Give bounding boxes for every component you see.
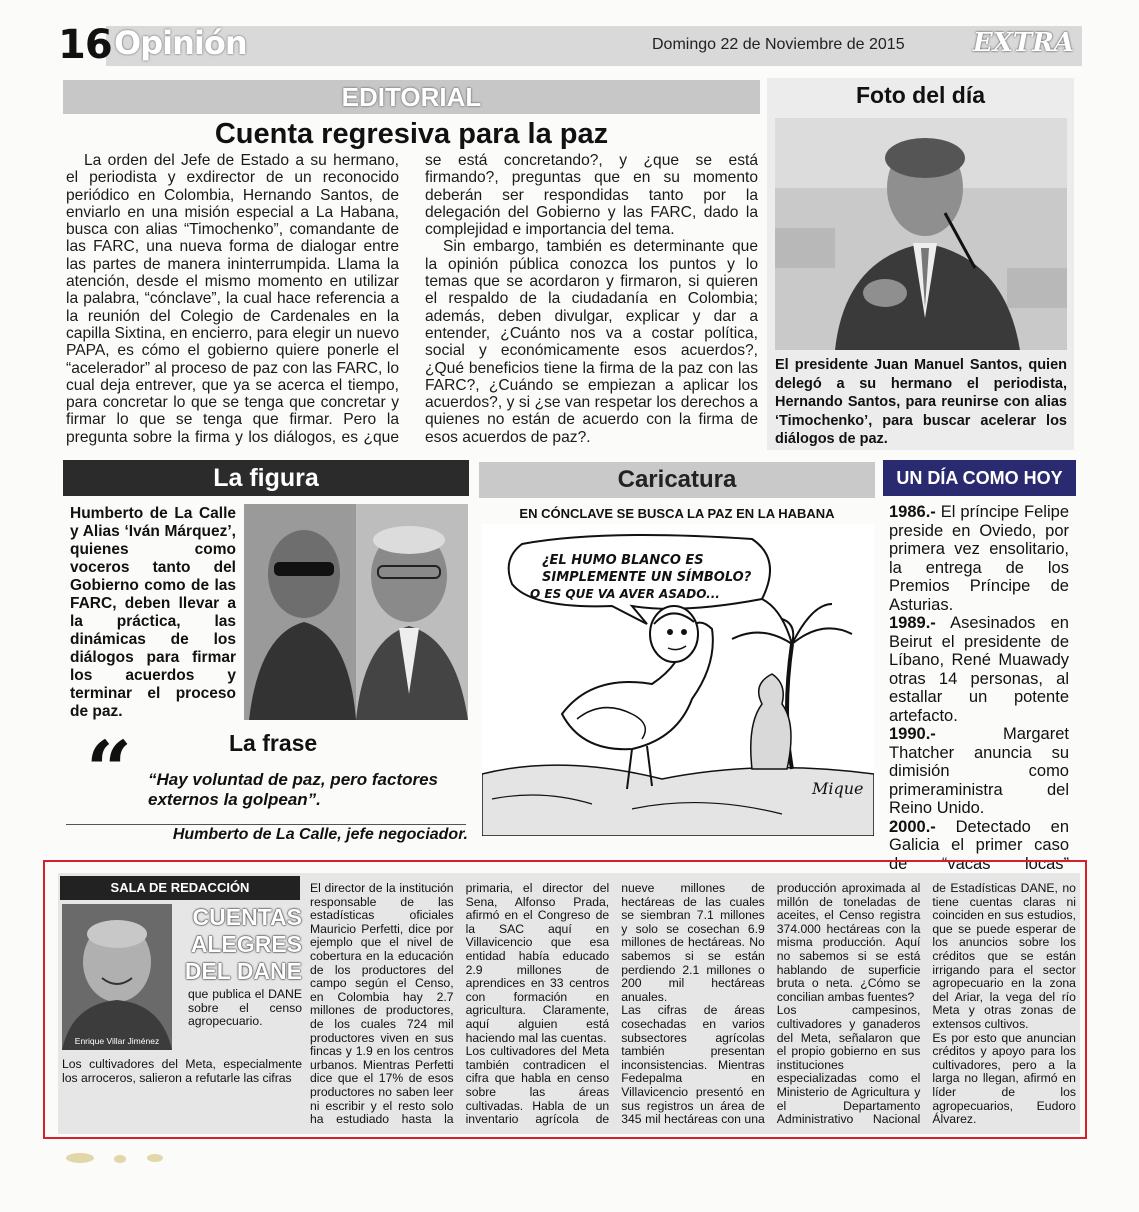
frase-author: Humberto de La Calle, jefe negociador.: [172, 826, 468, 843]
caricature-drawing: [482, 524, 874, 836]
hoy-text: Margaret Thatcher anuncia su dimisión como primeraministra del Reino Unido.: [889, 725, 1069, 817]
frase-title: La frase: [229, 730, 318, 756]
sala-paragraph: Los campesinos, cultivadores y ganaderos del Meta, señalaron que el propio gobierno en sus instituciones especializadas como el Ministerio de Agricultura y el Departamento Administrativo Nacional de Estadísticas DANE, no tiene cuentas claras ni coinciden en sus estudios, que se puede esperar de los anuncios sobre los créditos que se están irrigando para el sector agropecuario en la zona del Ariar, la vega del río Meta y otras zonas de extensos cultivos.: [776, 881, 1076, 1127]
page-header: [58, 20, 1082, 68]
editorial-paragraph: La orden del Jefe de Estado a su hermano, el periodista y exdirector de un reconocido periódico en Colombia, Hernando Santos, de enviarlo en una misión especial a La Habana, busca con alias “Timochenko”, comandante de las FARC, una nueva forma de dialogar entre las partes de manera ininterrumpida. Llama la atención, desde el mismo momento en utilizar la palabra, “cónclave”, la cual hace referencia a la reunión del Colegio de Cardenales en la capilla Sixtina, en encierro, para elegir un nuevo PAPA, es cómo el gobierno quiere ponerle el “acelerador” al proceso de paz con las FARC, lo cual deja entrever, que ya se acerca el tiempo, para concretar lo que se tenga que concretar y firmar lo que se tenga que firmar. Pero la pregunta sobre la firma y los diálogos, es ¿que se está concretando?, y ¿que se está firmando?, preguntas que en su momento deberán ser respondidas tanto por la delegación del Gobierno y las FARC, dado la complejidad e importancia del tema.: [66, 152, 758, 446]
sala-first-column: Los cultivadores del Meta, especialmente los arroceros, salieron a refutarle las cifras: [62, 1057, 302, 1085]
photo-of-day-panel: [767, 78, 1074, 450]
quote-icon: “: [86, 723, 133, 817]
hoy-text: Detectado en Galicia el primer caso de “vacas locas”: [889, 817, 1069, 873]
bubble-text-line1: ¿EL HUMO BLANCO ES: [542, 553, 704, 568]
hoy-year: 1990.-: [889, 725, 936, 743]
editorial-body: [66, 152, 758, 452]
hoy-year: 2000.-: [889, 817, 936, 836]
president-photo: [775, 118, 1067, 350]
sala-paragraph: El director de la institución responsable de las estadísticas oficiales Mauricio Perfetti, dice por ejemplo que el nivel de cobertura en la educación de los productores del campo según el Censo, en Colombia hay 2.7 millones de productores, de los cuales 724 mil productores viven en sus fincas y 1.9 en los centros urbanos. Mientras Perfetti dice que el 17% de esos productores no saben leer ni escribir y el resto solo ha estudiado hasta la primaria, el director del Sena, Alfonso Prada, afirmó en el Congreso de la SAC aquí en Villavicencio que esa entidad había educado 2.9 millones de aprendices en 33 centros con formación en agricultura. Claramente, aquí alguien está haciendo mal las cuentas.: [310, 881, 610, 1127]
photo-caption: El presidente Juan Manuel Santos, quien delegó a su hermano el periodista, Hernando Santos, para reunirse con alias ‘Timochenko’, para buscar acelerar los diálogos de paz.: [775, 357, 1067, 447]
figura-text: Humberto de La Calle y Alias ‘Iván Márquez’, quienes como voceros tanto del Gobierno como de las FARC, deben llevar a la práctica, las dinámicas de los diálogos para firmar los acuerdos y terminar el proceso de paz.: [70, 505, 236, 720]
editorial-title: Cuenta regresiva para la paz: [214, 118, 609, 150]
columnist-byline: Enrique Villar Jiménez: [74, 1036, 160, 1046]
bubble-text-line2: SIMPLEMENTE UN SÍMBOLO?: [542, 570, 752, 585]
hoy-text: Asesinados en Beirut el presidente de Líbano, René Muawady otras 14 personas, al estallar un potente artefacto.: [889, 614, 1069, 725]
editorial-header: [63, 80, 760, 114]
editorial-paragraph: Sin embargo, también es determinante que la opinión pública conozca los puntos y lo temas que se acordaron y firmaron, si quieren el respaldo de la ciudadanía en Colombia; además, deben divulgar, explicar y dar a entender, ¿Cuánto nos va a costar política, social y económicamente esos acuerdos?, ¿Qué beneficios tiene la firma de la paz con las FARC?, ¿Cuándo se empiezan a aplicar los acuerdos?, y si ¿se van respetar los derechos a quienes no están de acuerdo con la firma de esos acuerdos de paz?.: [425, 238, 758, 446]
hoy-year: 1989.-: [889, 614, 936, 632]
hoy-label: UN DÍA COMO HOY: [896, 468, 1063, 488]
newspaper-logo: EXTRA: [972, 28, 1074, 58]
bubble-text-line3: O ES QUE VA AVER ASADO...: [530, 587, 720, 601]
sala-paragraph: Los cultivadores del Meta también contradicen el cifra que habla en censo sobre las áreas cultivadas. Habla de un inventario agrícola de nueve millones de hectáreas de las cuales se siembran 7.1 millones y solo se cosechan 6.9 millones de hectáreas. No sabemos si se están perdiendo 2.1 millones o 200 mil hectáreas anuales.: [465, 881, 765, 1127]
figura-header: [63, 460, 469, 496]
paper-stain: [60, 1150, 170, 1166]
hoy-year: 1986.-: [889, 503, 936, 521]
hoy-header: [883, 460, 1076, 496]
divider: [66, 824, 466, 825]
hoy-text: El príncipe Felipe preside en Oviedo, por primera vez ensolitario, la entrega de los Premios Príncipe de Asturias.: [889, 503, 1069, 614]
section-name: Opinión: [114, 24, 247, 62]
negotiators-photo: [244, 504, 468, 720]
sala-paragraph: Es por esto que anuncian créditos y apoyo para los cultivadores, pero a la larga no llegan, afirmó en líder de los agropecuarios, Eudoro Álvarez.: [932, 1030, 1076, 1127]
caricatura-label: Caricatura: [617, 466, 737, 493]
frase-quote: “Hay voluntad de paz, pero factores externos la golpean”.: [148, 770, 439, 809]
sala-body: [310, 882, 1076, 1132]
cartoonist-signature: Mique: [812, 779, 864, 798]
hoy-entry: [889, 614, 1069, 725]
editorial-label: EDITORIAL: [341, 82, 482, 112]
sala-paragraph: Las cifras de áreas cosechadas en varios subsectores agrícolas también presentan inconsistencias. Mientras Fedepalma en Villavicencio presentó en sus registros un área de 345 mil hectáreas con una producción aproximada al millón de toneladas de aceites, el Censo registra 374.000 hectáreas con la misma producción. Aquí no sabemos si se está hablando de superficie bruta o neta. ¿Cómo se concilian ambas fuentes?: [621, 881, 921, 1127]
sala-tag: SALA DE REDACCIÓN: [60, 876, 300, 900]
header-bar: [106, 26, 1082, 66]
columnist-photo: [62, 904, 172, 1050]
caricatura-subtitle: EN CÓNCLAVE SE BUSCA LA PAZ EN LA HABANA: [519, 506, 835, 521]
sala-headline: CUENTAS ALEGRES DEL DANE: [184, 904, 302, 984]
photo-of-day-title: Foto del día: [855, 82, 986, 108]
sala-lead: que publica el DANE sobre el censo agropecuario.: [188, 987, 302, 1029]
figura-label: La figura: [213, 464, 319, 492]
caricatura-header: [479, 462, 875, 498]
page-number: 16: [58, 22, 112, 68]
hoy-entry: [889, 503, 1069, 614]
hoy-entry: [889, 725, 1069, 818]
hoy-entries: [889, 503, 1069, 892]
issue-date: Domingo 22 de Noviembre de 2015: [652, 36, 905, 53]
